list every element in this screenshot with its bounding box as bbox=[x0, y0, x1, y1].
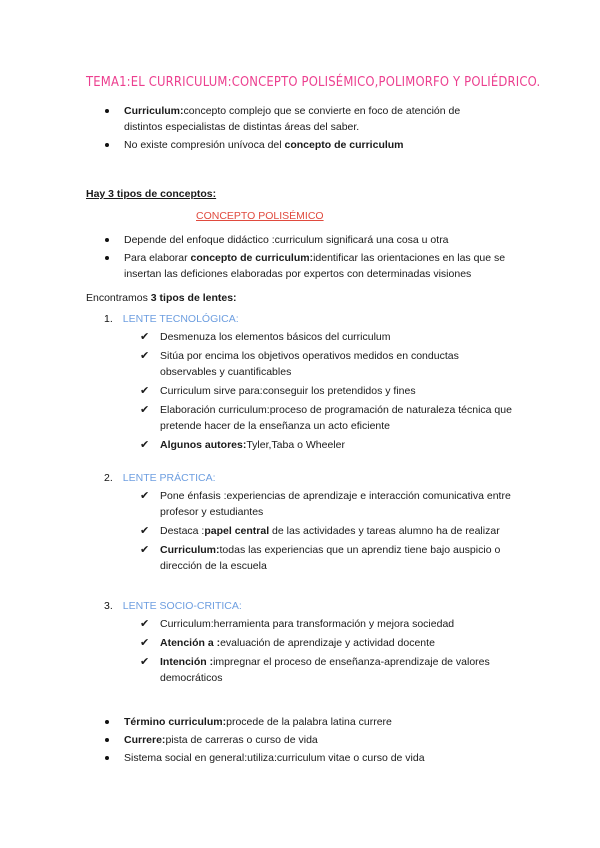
check-icon: ✔ bbox=[140, 331, 150, 343]
list-item: No existe compresión unívoca del concepto de curriculum bbox=[86, 137, 486, 153]
list-item: Para elaborar concepto de curriculum:identificar las orientaciones en las que se insertan las deficiones elaboradas por expertos con determinadas visiones bbox=[86, 250, 506, 282]
list-item: ✔ Destaca :papel central de las actividades y tareas alumno ha de realizar bbox=[140, 525, 500, 537]
list-item: Término curriculum:procede de la palabra latina currere bbox=[86, 714, 506, 730]
list-item: Depende del enfoque didáctico :curriculum significará una cosa u otra bbox=[86, 232, 506, 248]
list-item: ✔ Curriculum:todas las experiencias que un aprendiz tiene bajo auspicio o dirección de la escuela bbox=[140, 544, 501, 572]
check-icon: ✔ bbox=[140, 544, 150, 556]
list-item: ✔ Desmenuza los elementos básicos del curriculum bbox=[140, 331, 391, 343]
lens-heading-2: 2. LENTE PRÁCTICA: bbox=[104, 472, 216, 484]
lenses-intro: Encontramos 3 tipos de lentes: bbox=[86, 292, 237, 304]
list-item: ✔ Curriculum:herramienta para transformación y mejora sociedad bbox=[140, 618, 455, 630]
list-item: ✔ Atención a :evaluación de aprendizaje y actividad docente bbox=[140, 637, 435, 649]
lens-heading-3: 3. LENTE SOCIO-CRITICA: bbox=[104, 600, 242, 612]
lens-list-1 bbox=[140, 329, 512, 456]
list-item: ✔ Intención :impregnar el proceso de enseñanza-aprendizaje de valores democráticos bbox=[140, 656, 490, 684]
list-item: ✔ Elaboración curriculum:proceso de programación de naturaleza técnica que pretende hacer de la enseñanza un acto eficiente bbox=[140, 404, 512, 432]
lens-list-2 bbox=[140, 488, 516, 577]
check-icon: ✔ bbox=[140, 404, 150, 416]
list-item: ✔ Curriculum sirve para:conseguir los pretendidos y fines bbox=[140, 385, 416, 397]
check-icon: ✔ bbox=[140, 637, 150, 649]
check-icon: ✔ bbox=[140, 350, 150, 362]
final-list bbox=[86, 714, 506, 768]
section-heading: Hay 3 tipos de conceptos: bbox=[86, 188, 217, 200]
list-item: Curriculum:concepto complejo que se convierte en foco de atención de distintos especialistas de distintas áreas del saber. bbox=[86, 103, 486, 135]
check-icon: ✔ bbox=[140, 439, 150, 451]
check-icon: ✔ bbox=[140, 525, 150, 537]
check-icon: ✔ bbox=[140, 656, 150, 668]
check-icon: ✔ bbox=[140, 385, 150, 397]
intro-list bbox=[86, 103, 486, 155]
lens-heading-1: 1. LENTE TECNOLÓGICA: bbox=[104, 313, 239, 325]
page-title: TEMA1:EL CURRICULUM:CONCEPTO POLISÉMICO,POLIMORFO Y POLIÉDRICO. bbox=[86, 74, 541, 90]
list-item: Sistema social en general:utiliza:curriculum vitae o curso de vida bbox=[86, 750, 506, 766]
concept-heading: CONCEPTO POLISÉMICO bbox=[196, 210, 324, 222]
list-item: ✔ Sitúa por encima los objetivos operativos medidos en conductas observables y cuantificables bbox=[140, 350, 459, 378]
list-item: Currere:pista de carreras o curso de vida bbox=[86, 732, 506, 748]
list-item: ✔ Algunos autores:Tyler,Taba o Wheeler bbox=[140, 439, 345, 451]
concept-list bbox=[86, 232, 506, 284]
check-icon: ✔ bbox=[140, 490, 150, 502]
list-item: ✔ Pone énfasis :experiencias de aprendizaje e interacción comunicativa entre profesor y estudiantes bbox=[140, 490, 511, 518]
lens-list-3 bbox=[140, 616, 516, 689]
check-icon: ✔ bbox=[140, 618, 150, 630]
